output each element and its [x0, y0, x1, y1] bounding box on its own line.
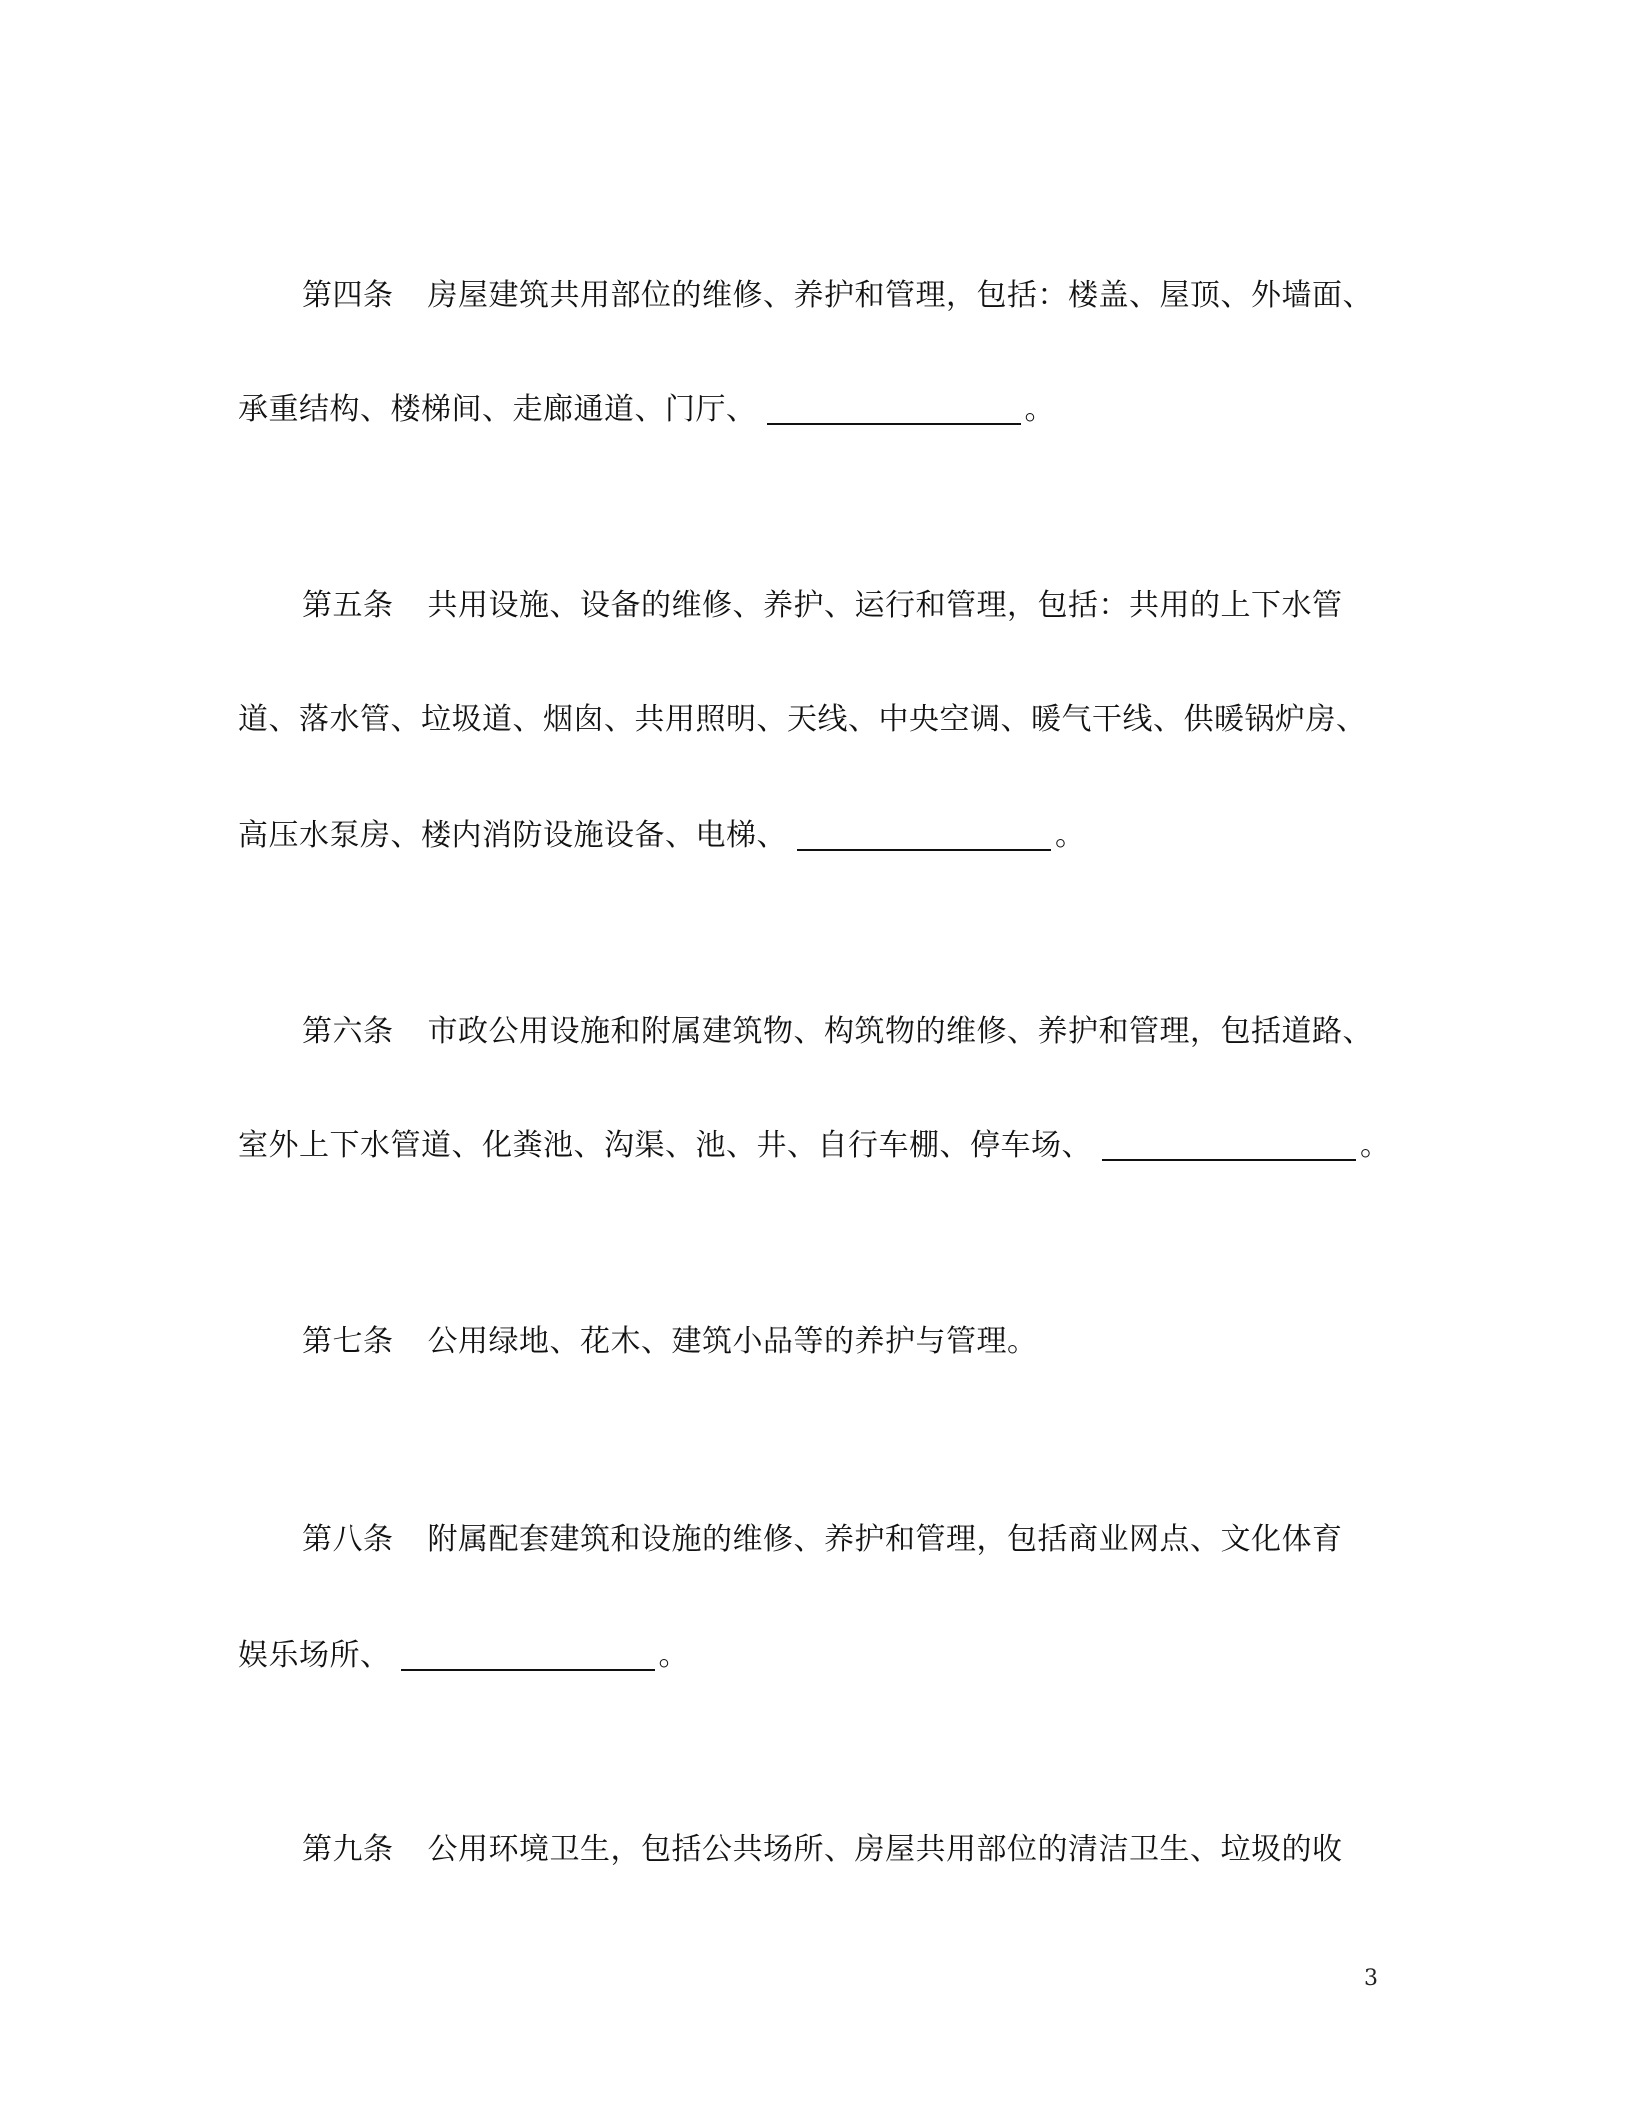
- article-4-text-2: 承重结构、楼梯间、走廊通道、门厅、: [238, 392, 757, 427]
- article-5-line-2: [238, 700, 1367, 740]
- article-8-blank[interactable]: [401, 1639, 655, 1671]
- article-6-line-2: [238, 1126, 1391, 1166]
- article-5-end: 。: [1055, 818, 1086, 853]
- article-6-blank[interactable]: [1102, 1129, 1356, 1161]
- page-number: 3: [1364, 1966, 1378, 1991]
- article-8-line-1: [302, 1520, 1343, 1560]
- article-9-text-1: 公用环境卫生，包括公共场所、房屋共用部位的清洁卫生、垃圾的收: [427, 1832, 1343, 1867]
- article-5-line-3: [238, 816, 1086, 856]
- article-4-end: 。: [1024, 392, 1055, 427]
- article-8-number: 第八条: [302, 1522, 394, 1557]
- article-5-text-2: 道、落水管、垃圾道、烟囱、共用照明、天线、中央空调、暖气干线、供暖锅炉房、: [238, 702, 1367, 737]
- article-5-text-3: 高压水泵房、楼内消防设施设备、电梯、: [238, 818, 787, 853]
- article-8-end: 。: [658, 1638, 689, 1673]
- article-4-line-2: [238, 390, 1055, 430]
- article-9-line-1: [302, 1830, 1343, 1870]
- article-7-text-1: 公用绿地、花木、建筑小品等的养护与管理。: [427, 1324, 1038, 1359]
- article-8-text-1: 附属配套建筑和设施的维修、养护和管理，包括商业网点、文化体育: [427, 1522, 1343, 1557]
- article-4-blank[interactable]: [767, 393, 1021, 425]
- article-6-number: 第六条: [302, 1014, 394, 1049]
- article-6-text-1: 市政公用设施和附属建筑物、构筑物的维修、养护和管理，包括道路、: [427, 1014, 1373, 1049]
- article-4-number: 第四条: [302, 278, 394, 313]
- article-9-number: 第九条: [302, 1832, 394, 1867]
- article-6-text-2: 室外上下水管道、化粪池、沟渠、池、井、自行车棚、停车场、: [238, 1128, 1092, 1163]
- article-5-number: 第五条: [302, 588, 394, 623]
- article-5-text-1: 共用设施、设备的维修、养护、运行和管理，包括：共用的上下水管: [427, 588, 1343, 623]
- article-4-line-1: [302, 276, 1373, 316]
- article-8-text-2: 娱乐场所、: [238, 1638, 391, 1673]
- article-5-blank[interactable]: [797, 819, 1051, 851]
- article-6-line-1: [302, 1012, 1373, 1052]
- article-5-line-1: [302, 586, 1343, 626]
- article-8-line-2: [238, 1636, 689, 1676]
- article-4-text-1: 房屋建筑共用部位的维修、养护和管理，包括：楼盖、屋顶、外墙面、: [427, 278, 1373, 313]
- article-6-end: 。: [1360, 1128, 1391, 1163]
- article-7-line-1: [302, 1322, 1038, 1362]
- article-7-number: 第七条: [302, 1324, 394, 1359]
